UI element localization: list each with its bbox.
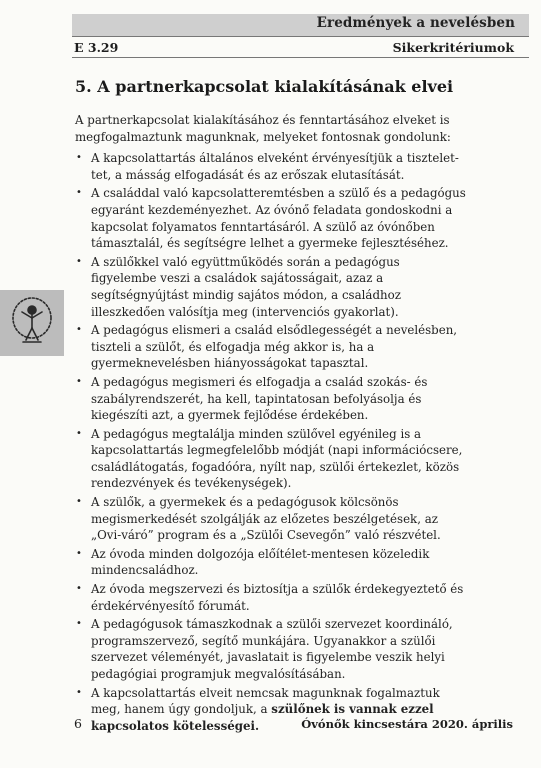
list-item-text: A pedagógus elismeri a család elsődlegességét a nevelésben, tiszteli a szülőt, és elfogadja még akkor is, ha a gyermeknevelésben hiányosságokat tapasztal. xyxy=(91,323,458,371)
bullet-icon: • xyxy=(76,427,82,439)
bullet-icon: • xyxy=(76,686,82,698)
bullet-icon: • xyxy=(76,255,82,267)
list-item-text: Az óvoda megszervezi és biztosítja a szülők érdekegyeztető és érdekérvényesítő fórumát. xyxy=(91,582,464,613)
list-item-text: A pedagógus megtalálja minden szülővel egyénileg is a kapcsolattartás legmegfelelőbb módját (napi információcsere, családlátogatás, fogadóóra, nyílt nap, szülői értekezlet, közös rendezvények és tevékenységek). xyxy=(91,426,463,491)
page-number: 6 xyxy=(74,716,82,731)
side-tab xyxy=(0,290,64,356)
intro-paragraph: A partnerkapcsolat kialakításához és fenntartásához elveket is megfogalmaztunk magunknak, melyeket fontosnak gondolunk: xyxy=(75,113,451,144)
emphasized-text: szülőnek is vannak ezzel kapcsolatos kötelességei. xyxy=(91,702,434,733)
list-item xyxy=(75,616,468,682)
list-item xyxy=(75,581,468,614)
header-rule-top xyxy=(72,36,529,37)
bullet-icon: • xyxy=(76,547,82,559)
list-item xyxy=(75,185,468,251)
list-item-text: A családdal való kapcsolatteremtésben a szülő és a pedagógus egyaránt kezdeményezhet. Az óvónő feladata gondoskodni a kapcsolat folyamatos fenntartásáról. A szülő az óvónőben támasztalál, és segítségre lelhet a gyermeke fejlesztéséhez. xyxy=(91,186,466,251)
bullet-icon: • xyxy=(76,496,82,508)
list-item xyxy=(75,546,468,579)
document-code: E 3.29 xyxy=(74,40,119,55)
list-item-text: A pedagógusok támaszkodnak a szülői szervezet koordináló, programszervező, segítő munkájára. Ugyanakkor a szülői szervezet véleményét, javaslatait is figyelembe veszik helyi pedagógiai programjuk megvalósításában. xyxy=(91,617,453,681)
list-item xyxy=(75,426,468,492)
bullet-icon: • xyxy=(76,583,82,595)
bullet-icon: • xyxy=(76,187,82,199)
list-item-text: A kapcsolattartás elveit nemcsak magunknak fogalmaztuk meg, hanem úgy gondoljuk, a xyxy=(91,685,440,717)
sub-section-title: Sikerkritériumok xyxy=(392,40,514,55)
list-item xyxy=(75,150,468,183)
bullet-icon: • xyxy=(76,375,82,387)
bullet-icon: • xyxy=(76,152,82,164)
header-rule-bottom xyxy=(72,57,529,58)
list-item-text: A kapcsolattartás általános elveként érvényesítjük a tisztelet-tet, a másság elfogadását és az erőszak elutasítását. xyxy=(91,151,459,182)
list-item xyxy=(75,322,468,372)
page-heading: 5. A partnerkapcsolat kialakításának elvei xyxy=(75,77,454,96)
list-item xyxy=(75,374,468,424)
bullet-icon: • xyxy=(76,324,82,336)
publication-title: Óvónők kincsestára 2020. április xyxy=(301,717,513,731)
list-item-text: A pedagógus megismeri és elfogadja a család szokás- és szabályrendszerét, ha kell, tapintatosan befolyásolja és kiegészíti azt, a gyermek fejlődése érdekében. xyxy=(91,374,428,423)
list-item-text: A szülőkkel való együttműködés során a pedagógus figyelembe veszi a családok sajátosságait, azaz a segítségnyújtást mindig sajátos módon, a családhoz illeszkedően valósítja meg (intervenciós gyakorlat). xyxy=(91,254,401,319)
list-item-text: A szülők, a gyermekek és a pedagógusok kölcsönös megismerkedését szolgálják az előzetes beszélgetések, az „Ovi-váró” program és a „Szülői Csevegőn” való részvétel. xyxy=(91,495,441,543)
jump-rope-child-icon xyxy=(10,296,54,350)
list-item xyxy=(75,494,468,544)
list-item-text: Az óvoda minden dolgozója előítélet-mentesen közeledik mindencsaládhoz. xyxy=(91,546,430,578)
main-content xyxy=(75,112,468,736)
bullet-icon: • xyxy=(76,618,82,630)
principles-list xyxy=(75,150,468,734)
section-title: Eredmények a nevelésben xyxy=(316,15,515,31)
list-item xyxy=(75,254,468,320)
